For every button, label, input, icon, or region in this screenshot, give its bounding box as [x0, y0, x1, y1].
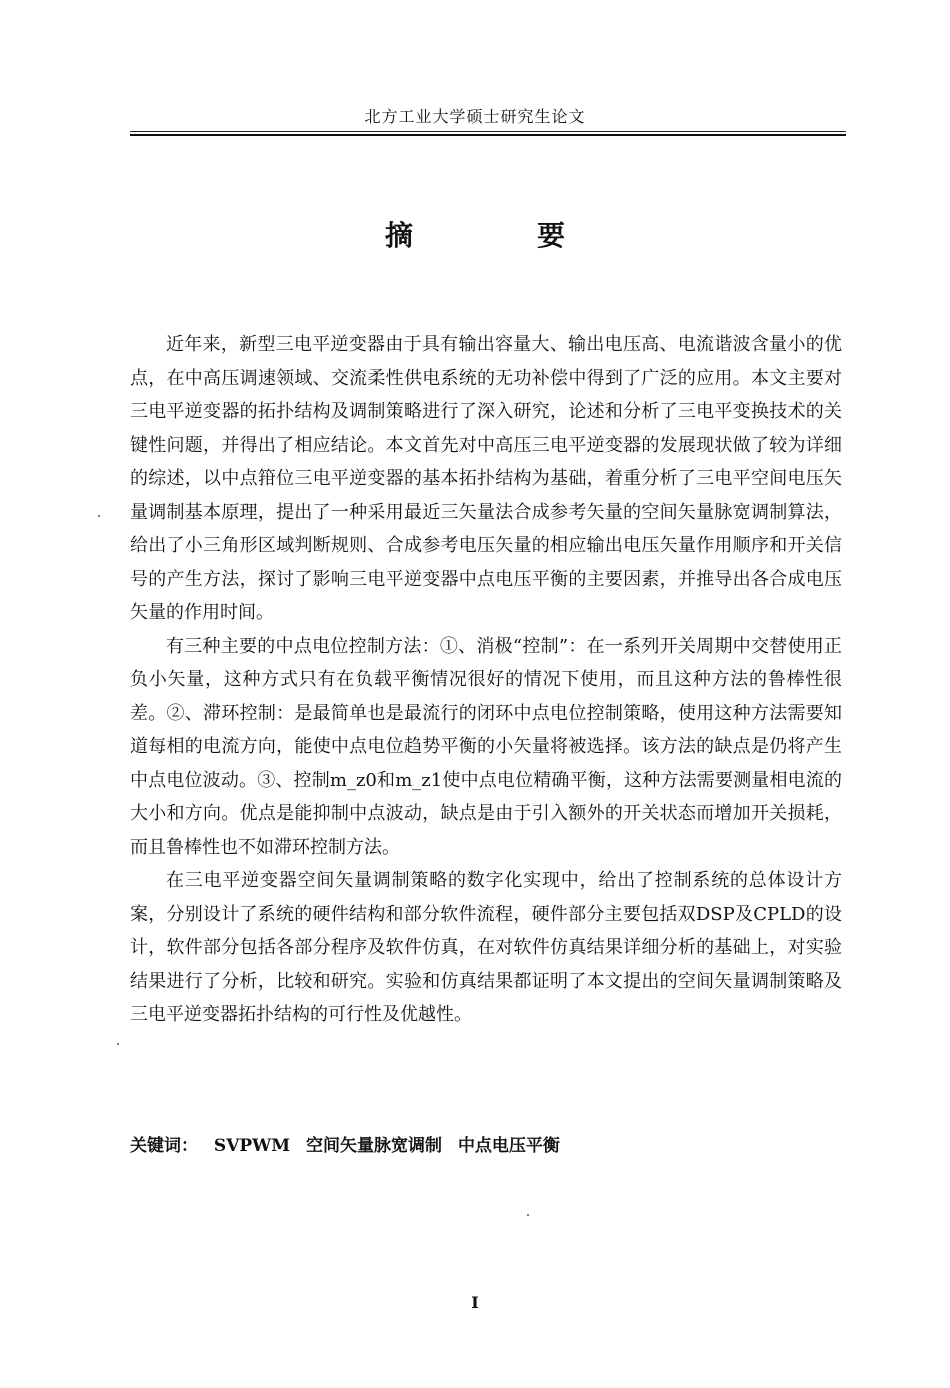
- keyword-3: 中点电压平衡: [457, 1136, 560, 1156]
- abstract-paragraph-2: 有三种主要的中点电位控制方法：①、消极“控制”：在一系列开关周期中交替使用正负小矢量，这种方式只有在负载平衡情况很好的情况下使用，而且这种方法的鲁棒性很差。②、滞环控制：是最简单也是最流行的闭环中点电位控制策略，使用这种方法需要知道每相的电流方向，能使中点电位趋势平衡的小矢量将被选择。该方法的缺点是仍将产生中点电位波动。③、控制m_z0和m_z1使中点电位精确平衡，这种方法需要测量相电流的大小和方向。优点是能抑制中点波动，缺点是由于引入额外的开关状态而增加开关损耗，而且鲁棒性也不如滞环控制方法。: [130, 635, 842, 858]
- keyword-1: SVPWM: [213, 1136, 291, 1156]
- abstract-body: [130, 328, 842, 1032]
- running-header: 北方工业大学硕士研究生论文: [364, 107, 586, 126]
- keyword-2: 空间矢量脉宽调制: [306, 1136, 443, 1156]
- keywords-label: 关键词：: [130, 1136, 198, 1156]
- scan-speck: [117, 1043, 119, 1045]
- page-number: I: [471, 1293, 479, 1312]
- scan-speck: [527, 1214, 529, 1216]
- abstract-paragraph-1: 近年来，新型三电平逆变器由于具有输出容量大、输出电压高、电流谐波含量小的优点，在中高压调速领域、交流柔性供电系统的无功补偿中得到了广泛的应用。本文主要对三电平逆变器的拓扑结构及调制策略进行了深入研究，论述和分析了三电平变换技术的关键性问题，并得出了相应结论。本文首先对中高压三电平逆变器的发展现状做了较为详细的综述，以中点箝位三电平逆变器的基本拓扑结构为基础，着重分析了三电平空间电压矢量调制基本原理，提出了一种采用最近三矢量法合成参考矢量的空间矢量脉宽调制算法，给出了小三角形区域判断规则、合成参考电压矢量的相应输出电压矢量作用顺序和开关信号的产生方法，探讨了影响三电平逆变器中点电压平衡的主要因素，并推导出各合成电压矢量的作用时间。: [130, 334, 842, 623]
- scan-speck: [98, 515, 100, 517]
- header-rule-bold: [130, 134, 846, 136]
- abstract-paragraph-3: 在三电平逆变器空间矢量调制策略的数字化实现中，给出了控制系统的总体设计方案，分别设计了系统的硬件结构和部分软件流程，硬件部分主要包括双DSP及CPLD的设计，软件部分包括各部分程序及软件仿真，在对软件仿真结果详细分析的基础上，对实验结果进行了分析，比较和研究。实验和仿真结果都证明了本文提出的空间矢量调制策略及三电平逆变器拓扑结构的可行性及优越性。: [130, 870, 842, 1025]
- abstract-title: 摘 要: [384, 219, 613, 252]
- keywords-line: [130, 1131, 570, 1156]
- header-rule: [130, 131, 846, 132]
